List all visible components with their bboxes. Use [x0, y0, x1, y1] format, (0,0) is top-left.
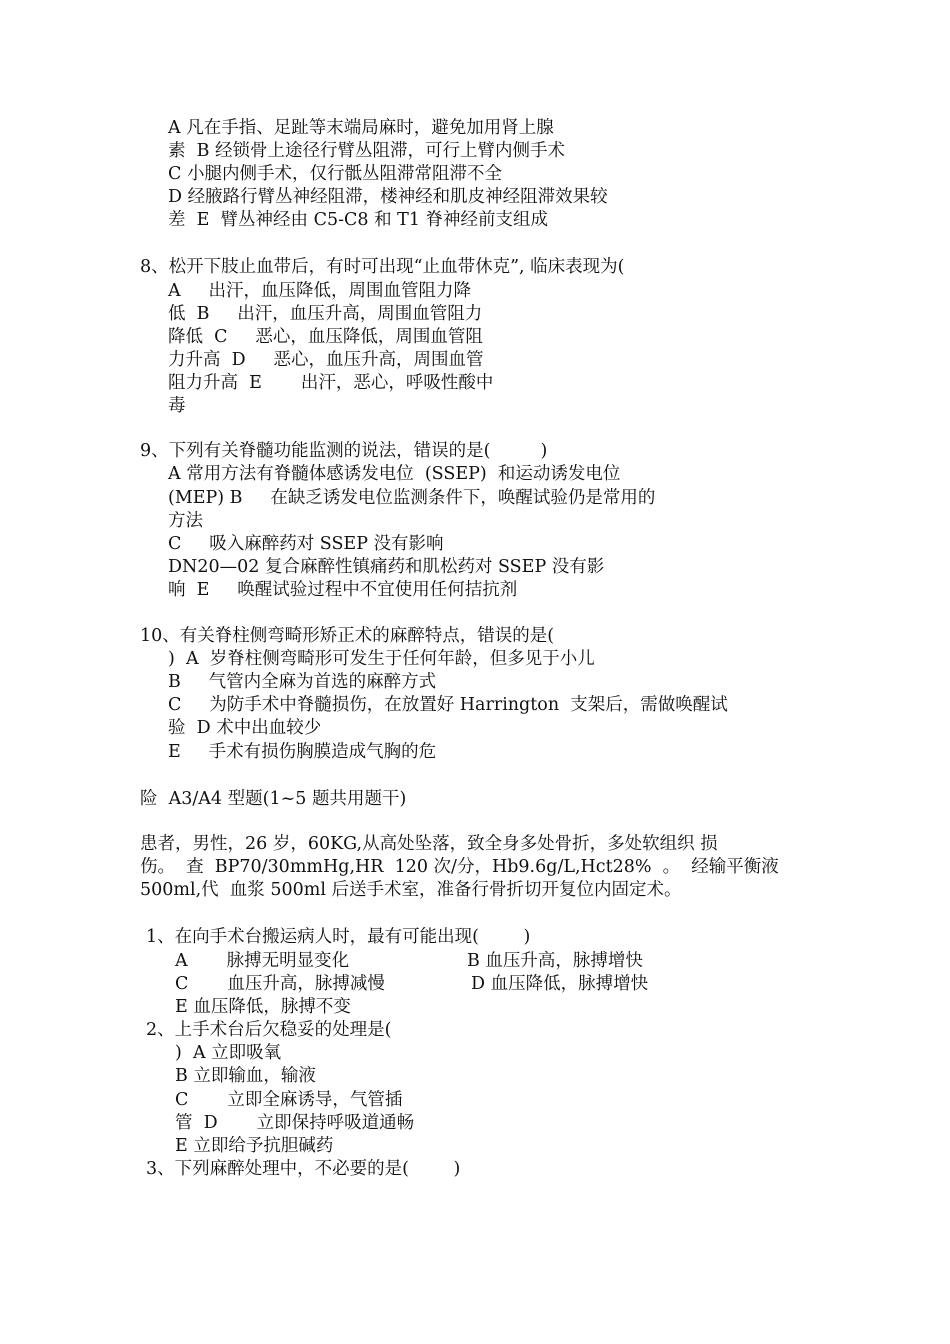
text-line: C 为防手术中脊髓损伤，在放置好 Harrington 支架后，需做唤醒试 [168, 695, 728, 715]
text-line: 管 D 立即保持呼吸道通畅 [175, 1113, 415, 1133]
text-line: 方法 [168, 511, 203, 531]
text-line: E 血压降低，脉搏不变 [175, 997, 351, 1017]
text-line: E 立即给予抗胆碱药 [175, 1136, 334, 1156]
section-heading: 险 A3/A4 型题(1~5 题共用题干) [140, 789, 407, 809]
text-line: B 气管内全麻为首选的麻醉方式 [168, 672, 437, 692]
text-line: E 手术有损伤胸膜造成气胸的危 [168, 742, 437, 762]
text-line: 降低 C 恶心，血压降低，周围血管阻 [168, 327, 483, 347]
case-stem: 500ml,代 血浆 500ml 后送手术室，准备行骨折切开复位内固定术。 [140, 880, 682, 900]
case-stem: 伤。 查 BP70/30mmHg,HR 120 次/分，Hb9.6g/L,Hct28% 。 经输平衡液 [140, 857, 779, 877]
question-8: 8、松开下肢止血带后，有时可出现“止血带休克”, 临床表现为( [140, 257, 625, 277]
text-line: C 小腿内侧手术，仅行骶丛阻滞常阻滞不全 [168, 164, 502, 184]
text-line: 毒 [168, 396, 186, 416]
text-line: D 血压降低，脉搏增快 [471, 974, 649, 994]
text-line: D 经腋路行臂丛神经阻滞，楼神经和肌皮神经阻滞效果较 [168, 187, 608, 207]
text-line: DN20—02 复合麻醉性镇痛药和肌松药对 SSEP 没有影 [168, 557, 605, 577]
case-stem: 患者，男性，26 岁，60KG,从高处坠落，致全身多处骨折，多处软组织 损 [140, 834, 718, 854]
case-question-1: 1、在向手术台搬运病人时，最有可能出现( ) [146, 927, 531, 947]
text-line: C 血压升高，脉搏减慢 [175, 974, 385, 994]
text-line: A 常用方法有脊髓体感诱发电位 (SSEP) 和运动诱发电位 [168, 464, 621, 484]
text-line: C 吸入麻醉药对 SSEP 没有影响 [168, 534, 444, 554]
question-10: 10、有关脊柱侧弯畸形矫正术的麻醉特点，错误的是( [140, 626, 555, 646]
text-line: 响 E 唤醒试验过程中不宜使用任何拮抗剂 [168, 580, 518, 600]
text-line: 阻力升高 E 出汗，恶心，呼吸性酸中 [168, 373, 494, 393]
case-question-2: 2、上手术台后欠稳妥的处理是( [146, 1020, 392, 1040]
text-line: 差 E 臂丛神经由 C5-C8 和 T1 脊神经前支组成 [168, 210, 549, 230]
case-question-3: 3、下列麻醉处理中，不必要的是( ) [146, 1159, 461, 1179]
text-line: ) A 立即吸氧 [175, 1043, 282, 1063]
text-line: ) A 岁脊柱侧弯畸形可发生于任何年龄，但多见于小儿 [168, 649, 595, 669]
text-line: B 立即输血，输液 [175, 1066, 316, 1086]
text-line: (MEP) B 在缺乏诱发电位监测条件下，唤醒试验仍是常用的 [168, 488, 656, 508]
text-line: 素 B 经锁骨上途径行臂丛阻滞，可行上臂内侧手术 [168, 141, 566, 161]
text-line: A 出汗，血压降低，周围血管阻力降 [168, 281, 471, 301]
text-line: C 立即全麻诱导，气管插 [175, 1090, 403, 1110]
text-line: 力升高 D 恶心，血压升高，周围血管 [168, 350, 484, 370]
text-line: A 脉搏无明显变化 [175, 951, 350, 971]
text-line: B 血压升高，脉搏增快 [467, 951, 643, 971]
text-line: 验 D 术中出血较少 [168, 718, 322, 738]
text-line: A 凡在手指、足趾等末端局麻时，避免加用肾上腺 [168, 118, 554, 138]
text-line: 低 B 出汗，血压升高，周围血管阻力 [168, 304, 483, 324]
question-9: 9、下列有关脊髓功能监测的说法，错误的是( ) [140, 441, 548, 461]
